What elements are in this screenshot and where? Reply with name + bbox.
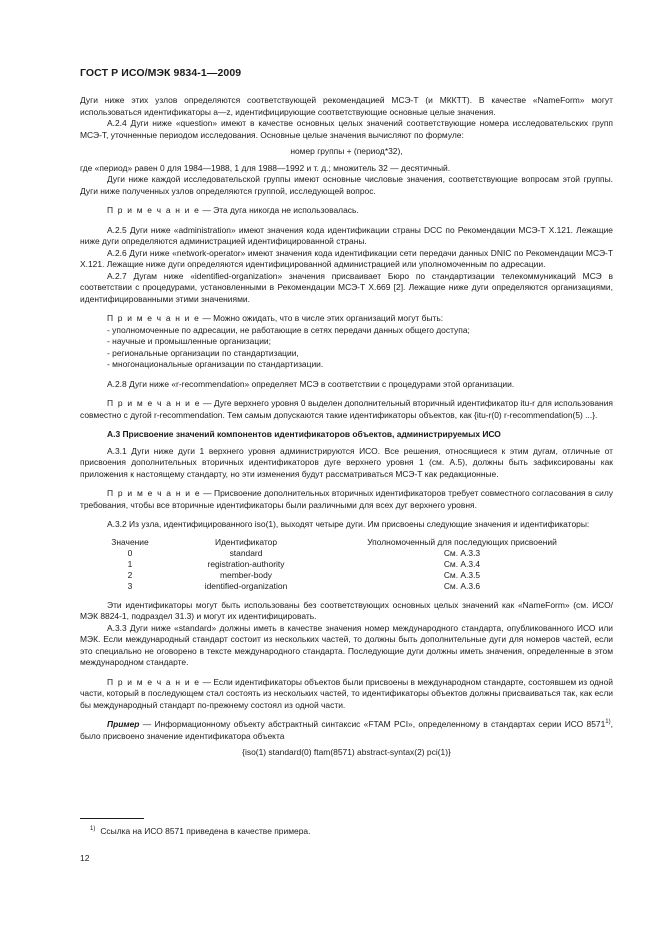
note-text: — Присвоение дополнительных вторичных идентификаторов требует совместного согласования в силу требования, чтобы все вторичные идентификаторы были различными для всех дуг верхнего уровня. bbox=[80, 488, 614, 510]
paragraph: Дуги ниже каждой исследовательской группы имеют основные числовые значения, соответствующие вопросам этой группы. Дуги ниже полученных узлов определяются группой, исследующей вопрос. bbox=[80, 174, 613, 196]
note-text: — Если идентификаторы объектов были присвоены в международном стандарте, состоявшем из одной части, который в последующем стал состоять из нескольких частей, то идентификаторы объектов должны присваиваться так, как если бы международный стандарт по-прежнему состоял из одной части. bbox=[80, 676, 613, 710]
table-cell: 2 bbox=[127, 569, 133, 580]
example-value: {iso(1) standard(0) ftam(8571) abstract-syntax(2) pci(1)} bbox=[242, 747, 451, 757]
note bbox=[80, 205, 613, 217]
document-body bbox=[80, 95, 613, 759]
column-header: Значение bbox=[111, 536, 149, 547]
footnote-text: Ссылка на ИСО 8571 приведена в качестве примера. bbox=[100, 826, 311, 836]
table-row bbox=[80, 548, 612, 559]
paragraph-a-3-3: А.3.3 Дуги ниже «standard» должны иметь в качестве значения номер международного стандарта, опубликованного ИСО или МЭК. Если международный стандарт состоит из нескольких частей, то должны быть дополнительные дуги для номеров частей, если это специально не оговорено в тексте международного стандарта. Последующие дуги должны иметь значения, определенные в этом международном стандарте. bbox=[80, 622, 613, 667]
column-header: Идентификатор bbox=[214, 536, 278, 547]
table-cell: См. А.3.6 bbox=[443, 580, 481, 591]
table-cell: identified-organization bbox=[204, 580, 288, 591]
table-row bbox=[80, 559, 612, 570]
list-item: - региональные организации по стандартизации, bbox=[107, 347, 299, 358]
paragraph-a-2-4: А.2.4 Дуги ниже «question» имеют в качестве основных целых значений соответствующие номера исследовательских групп МСЭ-Т, уточненные периодом исследования. Основные целые значения вычисляют по формуле: bbox=[80, 118, 613, 140]
footnote-divider bbox=[80, 818, 144, 819]
table-row bbox=[80, 581, 612, 592]
footnote bbox=[80, 826, 310, 836]
list-item: - научные и промышленные организации; bbox=[107, 336, 271, 346]
table-cell: См. А.3.5 bbox=[443, 569, 481, 580]
paragraph-a-2-7: А.2.7 Дугам ниже «identified-organization» значения присваивает Бюро по стандартизации телекоммуникаций МСЭ в соответствии с процедурами, установленными в Рекомендации МСЭ-Т X.669 [2]. Лежащие ниже дуги определяются организациями, идентифицированными этими значениями. bbox=[80, 270, 613, 304]
table-cell: 3 bbox=[127, 580, 133, 591]
note bbox=[80, 398, 613, 421]
table-cell: См. А.3.4 bbox=[443, 558, 481, 569]
table-header-row bbox=[80, 537, 612, 548]
note-label: П р и м е ч а н и е bbox=[107, 676, 201, 687]
note bbox=[80, 313, 613, 325]
note bbox=[80, 488, 613, 511]
page-number: 12 bbox=[80, 853, 90, 863]
identifier-table bbox=[80, 537, 612, 592]
table-cell: standard bbox=[229, 547, 263, 558]
note bbox=[80, 677, 613, 712]
table-cell: 1 bbox=[127, 558, 133, 569]
paragraph-a-3-2: А.3.2 Из узла, идентифицированного iso(1), выходят четыре дуги. Им присвоены следующие значения и идентификаторы: bbox=[107, 519, 590, 529]
note-label: П р и м е ч а н и е bbox=[107, 313, 201, 323]
paragraph: Эти идентификаторы могут быть использованы без соответствующих основных целых значений как «NameForm» (см. ИСО/МЭК 8824-1, подраздел 31.3) и могут их идентифицировать. bbox=[80, 599, 613, 621]
note-text: — Эта дуга никогда не использовалась. bbox=[200, 205, 359, 215]
section-heading-a-3: А.3 Присвоение значений компонентов идентификаторов объектов, администрируемых ИСО bbox=[107, 429, 501, 439]
paragraph: Дуги ниже этих узлов определяются соответствующей рекомендацией МСЭ-Т (и МККТТ). В качестве «NameForm» могут использоваться идентификаторы a—z, идентифицирующие соответствующие основные целые значения. bbox=[80, 95, 613, 117]
example-text: , было присвоено значение идентификатора объекта bbox=[80, 719, 613, 741]
table-cell: См. А.3.3 bbox=[443, 547, 481, 558]
paragraph-a-2-5: А.2.5 Дуги ниже «administration» имеют значения кода идентификации страны DCC по Рекомендации МСЭ-Т X.121. Лежащие ниже дуги определяются администрацией идентифицированной страны. bbox=[80, 224, 613, 246]
paragraph-a-3-1: А.3.1 Дуги ниже дуги 1 верхнего уровня администрируются ИСО. Все решения, относящиеся к этим дугам, отличные от присвоения дополнительных вторичных идентификаторов дуге верхнего уровня 1 (см. А.5), должны быть зафиксированы как приложения к настоящему стандарту, но эти изменения будут рассматриваться МСЭ-Т как редакционные. bbox=[80, 445, 613, 479]
note-label: П р и м е ч а н и е bbox=[107, 398, 201, 408]
footnote-mark: 1) bbox=[90, 826, 96, 833]
note-label: П р и м е ч а н и е bbox=[107, 488, 201, 498]
example-text: — Информационному объекту абстрактный синтаксис «FTAM PCI», определенному в стандартах серии ИСО 8571 bbox=[139, 719, 606, 729]
note-label: П р и м е ч а н и е bbox=[107, 205, 201, 215]
column-header: Уполномоченный для последующих присвоений bbox=[367, 536, 557, 547]
table-cell: 0 bbox=[127, 547, 133, 558]
list-item: - уполномоченные по адресации, не работающие в сетях передачи данных общего доступа; bbox=[107, 324, 470, 335]
table-cell: member-body bbox=[219, 569, 273, 580]
example-label: Пример bbox=[107, 719, 140, 729]
list-item: - многонациональные организации по стандартизации. bbox=[107, 359, 324, 369]
paragraph-a-2-6: А.2.6 Дуги ниже «network-operator» имеют значения кода идентификации сети передачи данных DNIC по Рекомендации МСЭ-Т X.121. Лежащие ниже дуги определяются идентифицированной администрацией или уполномоченным по адресации. bbox=[80, 247, 613, 269]
paragraph: где «период» равен 0 для 1984—1988, 1 для 1988—1992 и т. д.; множитель 32 — десятичный. bbox=[80, 162, 451, 173]
footnote-reference[interactable]: 1) bbox=[605, 719, 611, 726]
table-cell: registration-authority bbox=[207, 558, 285, 569]
note-text: — Можно ожидать, что в числе этих организаций могут быть: bbox=[200, 313, 444, 323]
note-text: — Дуге верхнего уровня 0 выделен дополнительный вторичный идентификатор itu-r для использования совместно с дугой r-recommendation. Тем самым допускаются такие идентификаторы объектов, как {itu-r(0) r-recommendation(5) ...}. bbox=[80, 398, 614, 420]
table-row bbox=[80, 570, 612, 581]
paragraph-a-2-8: А.2.8 Дуги ниже «r-recommendation» определяет МСЭ в соответствии с процедурами этой организации. bbox=[107, 378, 515, 389]
page-header-title: ГОСТ Р ИСО/МЭК 9834-1—2009 bbox=[80, 67, 242, 79]
organization-list bbox=[80, 325, 613, 371]
example bbox=[80, 719, 613, 742]
formula: номер группы + (период*32), bbox=[290, 146, 403, 156]
